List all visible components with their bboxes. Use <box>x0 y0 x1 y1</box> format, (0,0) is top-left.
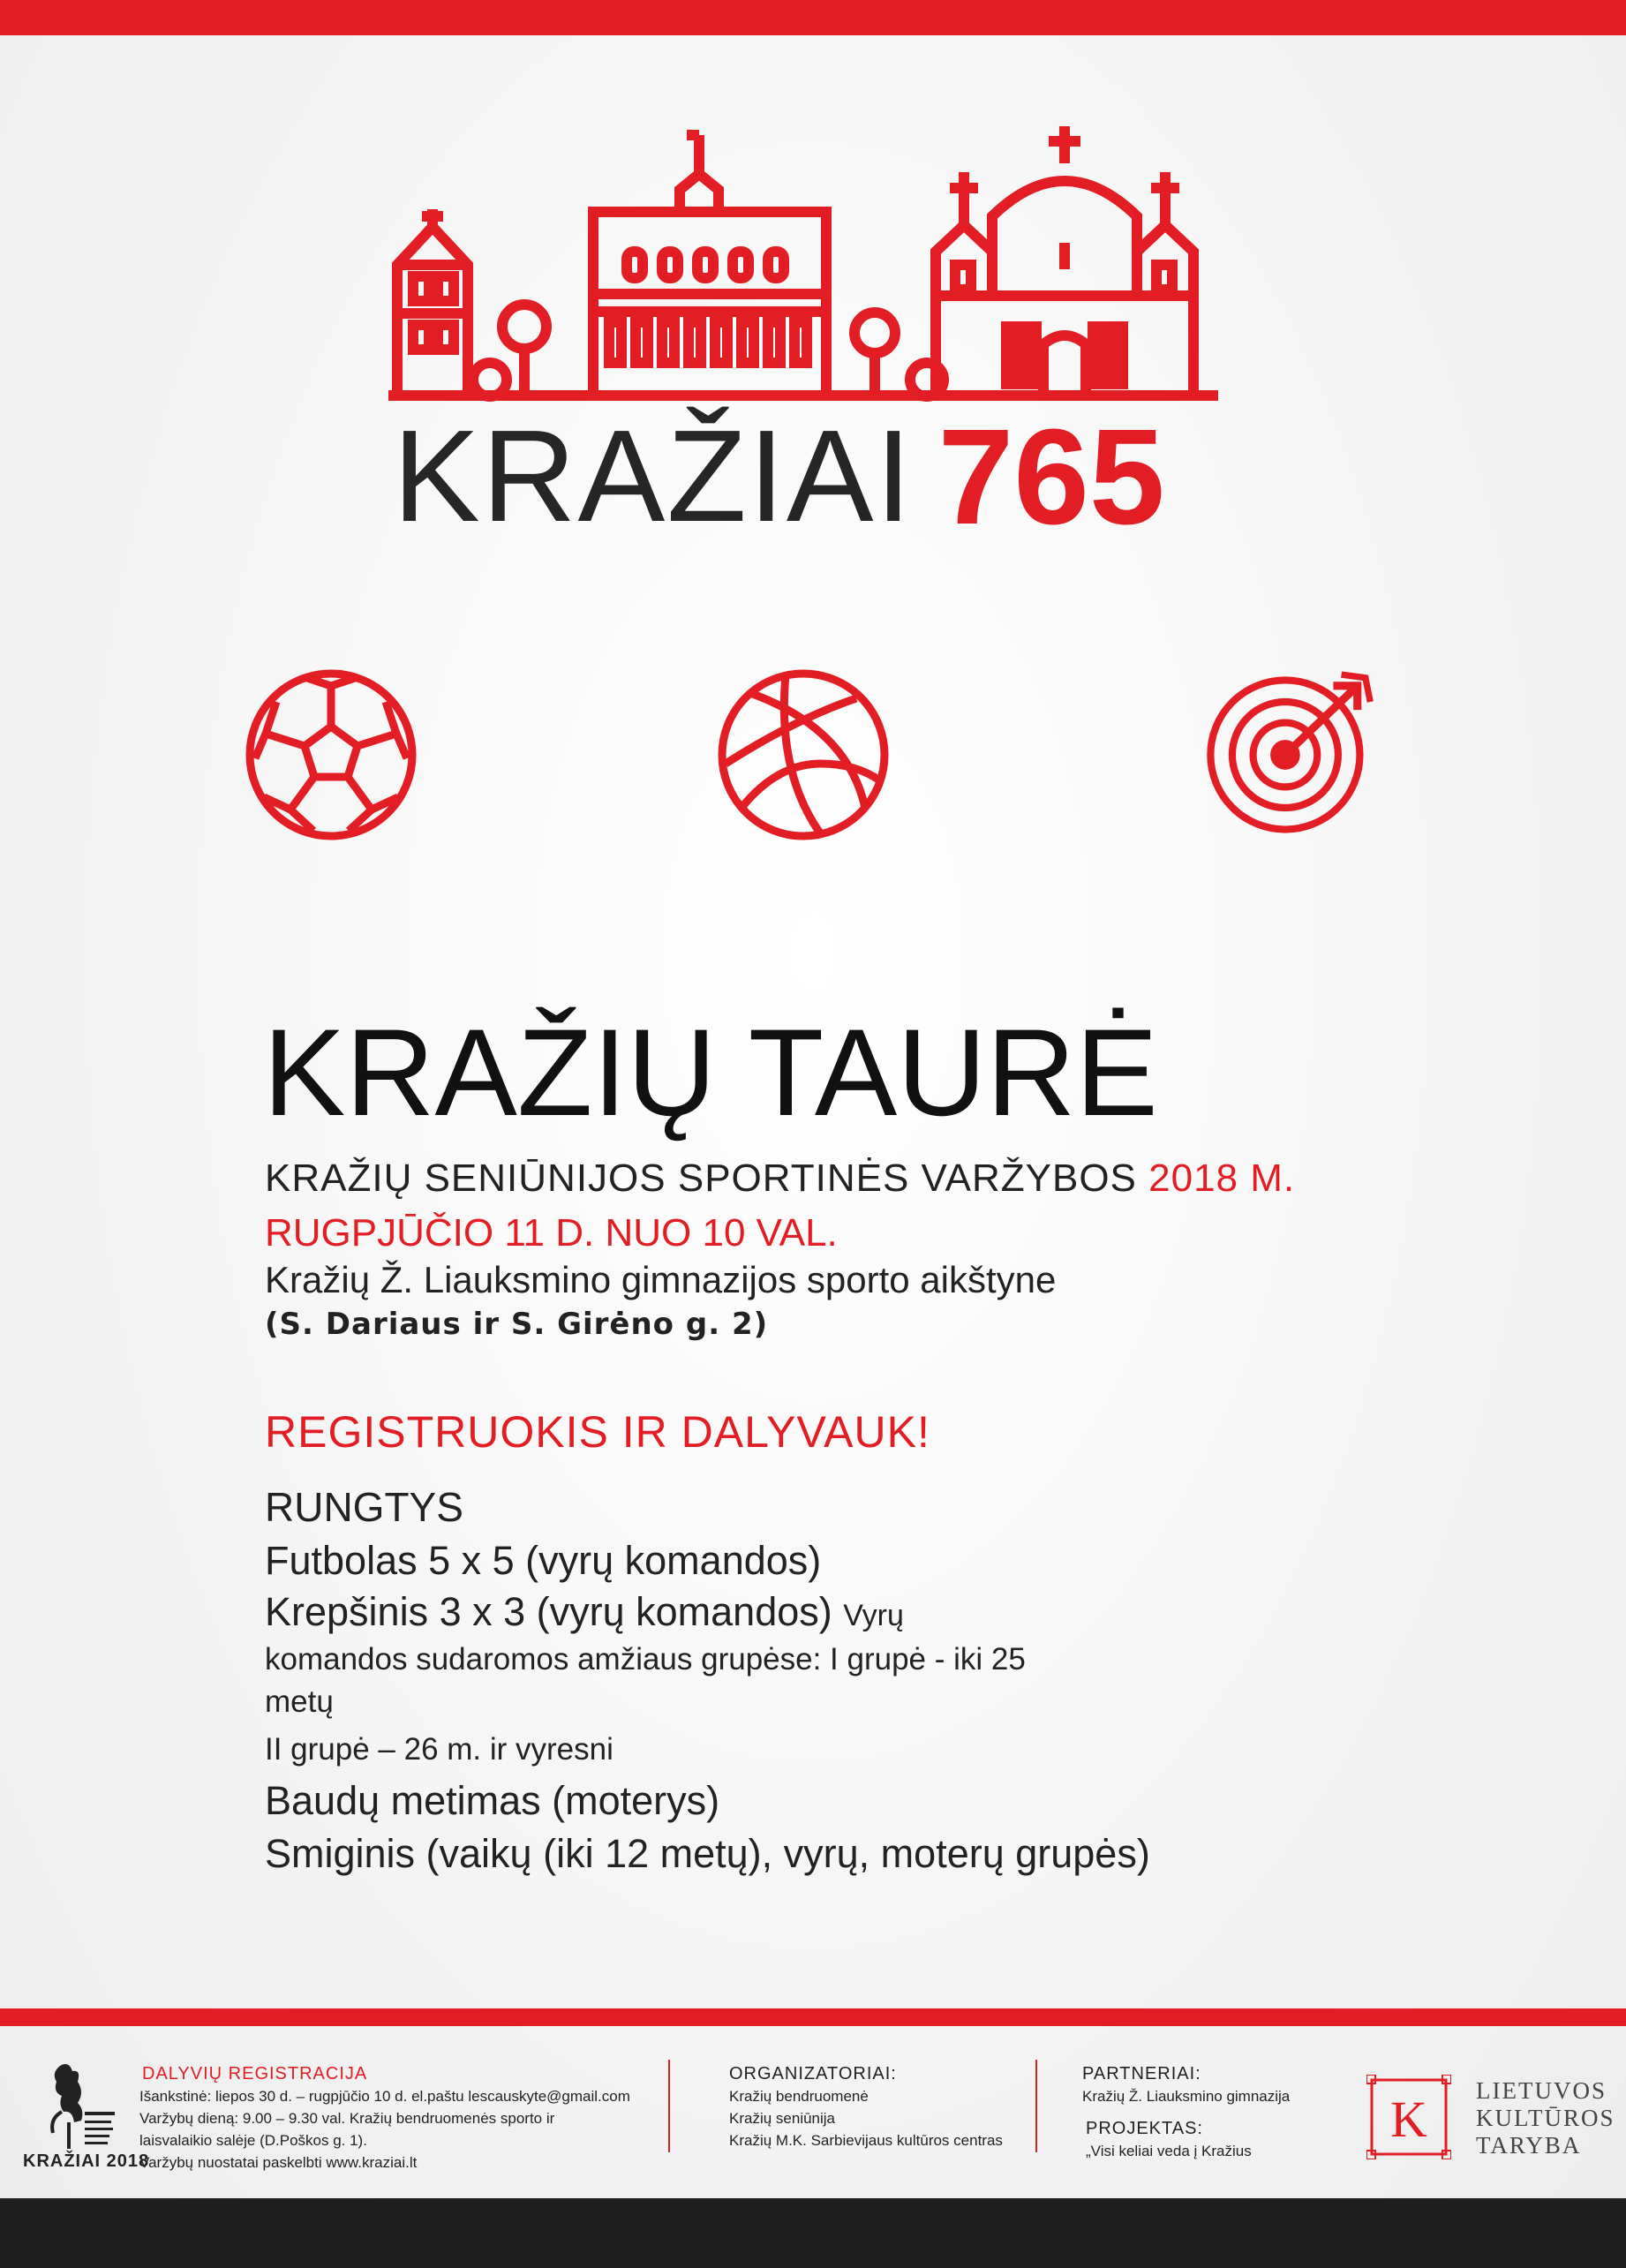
footer-separator <box>668 2060 670 2152</box>
basketball-note-start: Vyrų <box>843 1599 904 1632</box>
basketball-note-group-two: II grupė – 26 m. ir vyresni <box>265 1732 614 1767</box>
brand-wordmark <box>393 402 1165 552</box>
registration-column <box>139 2063 630 2174</box>
footer-red-divider <box>0 2008 1626 2026</box>
event-item-free-throws: Baudų metimas (moterys) <box>265 1778 720 1823</box>
organizers-heading: ORGANIZATORIAI: <box>729 2064 897 2083</box>
registration-line: Varžybų dieną: 9.00 – 9.30 val. Kražių bendruomenės sporto ir <box>139 2110 555 2127</box>
event-subtitle: KRAŽIŲ SENIŪNIJOS SPORTINĖS VARŽYBOS <box>265 1157 1137 1200</box>
organizer-item: Kražių bendruomenė <box>729 2088 869 2105</box>
event-venue: Kražių Ž. Liauksmino gimnazijos sporto aikštyne <box>265 1259 1057 1300</box>
culture-council-line: LIETUVOS <box>1476 2077 1607 2104</box>
event-item-basketball-line <box>265 1589 904 1635</box>
bottom-dark-bar <box>0 2198 1626 2268</box>
event-title: KRAŽIŲ TAURĖ <box>263 1003 1158 1142</box>
footer-separator <box>1035 2060 1037 2152</box>
top-red-bar <box>0 0 1626 35</box>
culture-council-name <box>1476 2077 1615 2159</box>
event-item-darts: Smiginis (vaikų (iki 12 metų), vyrų, moterų grupės) <box>265 1831 1150 1876</box>
partners-column <box>1082 2063 1290 2162</box>
project-heading: PROJEKTAS: <box>1086 2119 1203 2138</box>
target-arrow-icon <box>1205 667 1381 843</box>
organizer-item: Kražių seniūnija <box>729 2110 836 2127</box>
event-subtitle-line <box>265 1157 1295 1201</box>
events-heading: RUNGTYS <box>265 1484 463 1530</box>
brand-anniversary-number: 765 <box>937 401 1165 553</box>
basketball-icon <box>715 667 892 843</box>
registration-line: laisvalaikio salėje (D.Poškos g. 1). <box>139 2132 367 2149</box>
brand-word: KRAŽIAI <box>393 403 914 549</box>
basketball-note-groups: komandos sudaromos amžiaus grupėse: I grupė - iki 25 <box>265 1642 1026 1677</box>
partners-heading: PARTNERIAI: <box>1082 2064 1201 2083</box>
organizer-item: Kražių M.K. Sarbievijaus kultūros centras <box>729 2132 1003 2149</box>
culture-council-line: TARYBA <box>1476 2132 1582 2159</box>
registration-line: Išankstinė: liepos 30 d. – rugpjūčio 10 d. el.paštu lescauskyte@gmail.com <box>139 2088 630 2105</box>
registration-heading: DALYVIŲ REGISTRACIJA <box>142 2064 368 2083</box>
registration-call-to-action: REGISTRUOKIS IR DALYVAUK! <box>265 1407 930 1457</box>
culture-council-line: KULTŪROS <box>1476 2105 1615 2131</box>
project-name: „Visi keliai veda į Kražius <box>1086 2143 1252 2159</box>
organizers-column <box>729 2063 1003 2151</box>
culture-council-letter: K <box>1390 2091 1427 2148</box>
soccer-ball-icon <box>243 667 419 843</box>
registration-line: Varžybų nuostatai paskelbti www.kraziai.lt <box>139 2154 418 2171</box>
event-item-basketball: Krepšinis 3 x 3 (vyrų komandos) <box>265 1589 832 1634</box>
culture-council-logo-icon <box>1366 2075 1451 2159</box>
event-date: RUGPJŪČIO 11 D. NUO 10 VAL. <box>265 1211 838 1255</box>
event-address: (S. Dariaus ir S. Girėno g. 2) <box>265 1307 769 1342</box>
footer-logo-caption: KRAŽIAI 2018 <box>23 2151 150 2171</box>
event-item-football: Futbolas 5 x 5 (vyrų komandos) <box>265 1538 822 1583</box>
event-year: 2018 M. <box>1148 1157 1296 1200</box>
basketball-note-years: metų <box>265 1684 334 1719</box>
partner-item: Kražių Ž. Liauksmino gimnazija <box>1082 2088 1291 2105</box>
kraziai-skyline-logo <box>388 110 1218 406</box>
